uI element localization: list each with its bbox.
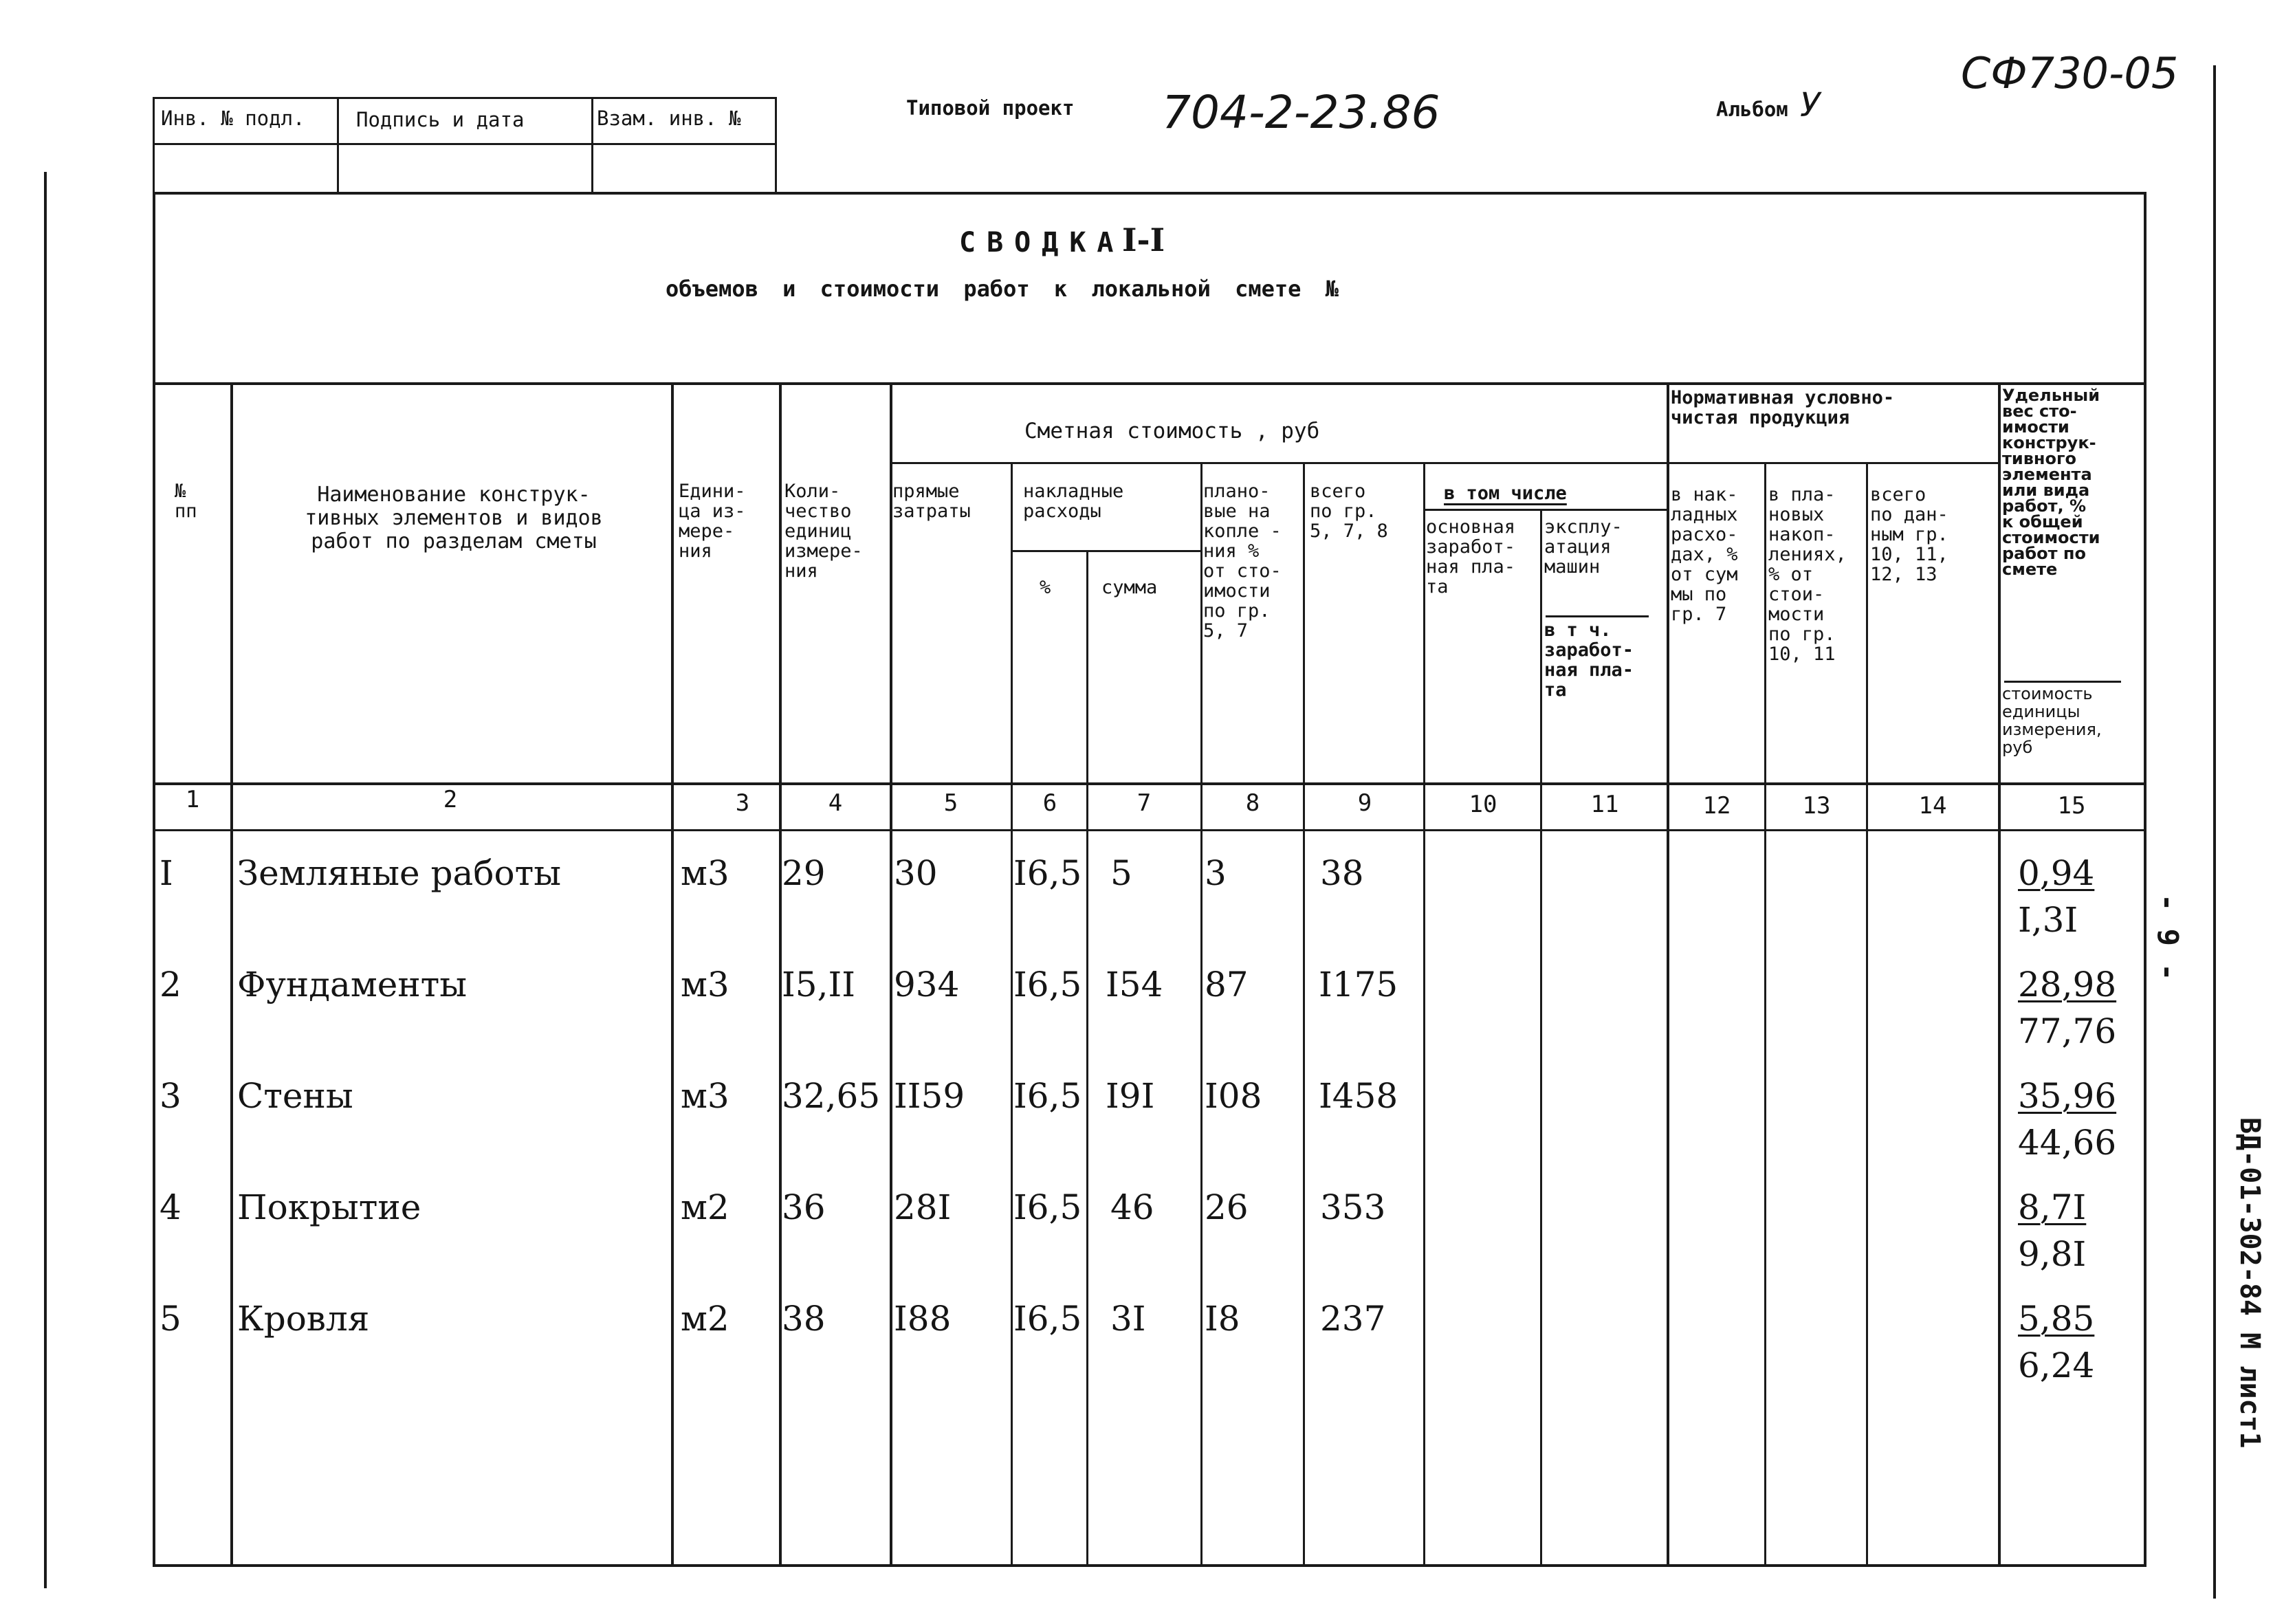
row2-number: 2 [160,965,182,1005]
col10-header: основная заработ- ная пла- та [1426,516,1516,597]
col3-header: Едини- ца из- мере- ния [679,481,746,562]
colnum-15: 15 [2057,792,2086,820]
row4-qty: 36 [782,1187,826,1227]
row2-qty: I5,II [782,965,855,1005]
row1-share: 0,94 [2018,853,2095,893]
col15b-header: стоимость единицы измерения, руб [2002,684,2102,757]
row3-qty: 32,65 [782,1076,881,1116]
row3-unit-cost: 44,66 [2018,1123,2117,1163]
stamp-mid [153,143,777,145]
row5-unit-cost: 6,24 [2018,1346,2095,1385]
colnum-10: 10 [1469,791,1497,818]
colnum-9: 9 [1357,789,1372,817]
col13-header: в пла- новых накоп- лениях, % от стои- мости по гр. 10, 11 [1768,484,1847,665]
row5-plan: I8 [1205,1299,1240,1339]
project-number: 704-2-23.86 [1162,86,1440,139]
row4-sum: 46 [1110,1187,1154,1227]
colnum-14: 14 [1918,792,1947,820]
page-number: - 9 - [2151,894,2185,981]
row3-pct: I6,5 [1013,1076,1082,1116]
row3-name: Стены [237,1076,353,1116]
colnum-13: 13 [1802,792,1831,820]
table-left [153,192,155,1567]
colnum-11: 11 [1590,791,1619,818]
stamp-top [153,97,777,99]
row4-unit: м2 [681,1187,729,1227]
col6-header: % [1040,577,1051,598]
row1-unit-cost: I,3I [2018,900,2078,940]
row4-direct: 28I [894,1187,952,1227]
col4-header: Коли- чество единиц измере- ния [784,481,863,582]
stamp-podpis-data: Подпись и дата [356,108,525,131]
row5-total: 237 [1320,1299,1386,1339]
nakl-header: накладные расходы [1023,481,1124,522]
row3-total: I458 [1319,1076,1398,1116]
row1-plan: 3 [1205,853,1227,893]
row3-share: 35,96 [2018,1076,2117,1116]
row5-pct: I6,5 [1013,1299,1082,1339]
row4-unit-cost: 9,8I [2018,1234,2087,1274]
tipovoy-label: Типовой проект [906,96,1075,120]
row1-direct: 30 [894,853,938,893]
col5-header: прямые затраты [892,481,971,522]
col7-header: сумма [1101,577,1158,598]
row3-plan: I08 [1205,1076,1262,1116]
row1-sum: 5 [1110,853,1132,893]
title-sub: объемов и стоимости работ к локальной смете № [666,276,1339,302]
row5-direct: I88 [894,1299,952,1339]
album-number: У [1800,86,1821,124]
row3-sum: I9I [1106,1076,1155,1116]
row4-number: 4 [160,1187,182,1227]
col1-header: № пп [175,481,197,522]
row2-total: I175 [1319,965,1398,1005]
table-bottom [153,1564,2146,1567]
row2-plan: 87 [1205,965,1249,1005]
title-main: СВОДКА [959,227,1125,259]
row5-name: Кровля [237,1299,370,1339]
row1-unit: м3 [681,853,729,893]
row5-sum: 3I [1110,1299,1146,1339]
row5-number: 5 [160,1299,182,1339]
row4-name: Покрытие [237,1187,421,1227]
colnum-12: 12 [1702,792,1731,820]
row1-number: I [160,853,173,893]
smet-header: Сметная стоимость , руб [1024,419,1320,443]
row1-qty: 29 [782,853,826,893]
row3-number: 3 [160,1076,182,1116]
row2-share: 28,98 [2018,965,2117,1005]
col9-header: всего по гр. 5, 7, 8 [1310,481,1388,542]
col14-header: всего по дан- ным гр. 10, 11, 12, 13 [1870,484,1948,585]
stamp-inv-podl: Инв. № подл. [161,107,305,130]
colnum-3: 3 [735,789,750,817]
row4-share: 8,7I [2018,1187,2087,1227]
colnum-8: 8 [1245,789,1260,817]
album-label: Альбом [1716,98,1788,121]
stamp-vzam-inv: Взам. инв. № [597,107,741,130]
row4-plan: 26 [1205,1187,1249,1227]
row2-sum: I54 [1106,965,1163,1005]
colnum-2: 2 [443,786,458,813]
row1-pct: I6,5 [1013,853,1082,893]
colnum-7: 7 [1136,789,1152,817]
row3-direct: II59 [894,1076,965,1116]
title-number: I-I [1122,221,1165,259]
row3-unit: м3 [681,1076,729,1116]
corner-code: СФ730-05 [1961,48,2179,98]
vtom-header: в том числе [1444,483,1567,504]
document-code: ВД-01-302-84 М лист1 [2234,1117,2265,1449]
norm-header: Нормативная условно- чистая продукция [1671,387,1895,428]
row2-unit: м3 [681,965,729,1005]
colnum-5: 5 [943,789,958,817]
row5-unit: м2 [681,1299,729,1339]
row2-unit-cost: 77,76 [2018,1011,2117,1051]
table-right [2144,192,2146,1567]
row4-total: 353 [1320,1187,1386,1227]
right-margin-line [2213,65,2216,1599]
row5-share: 5,85 [2018,1299,2095,1339]
row5-qty: 38 [782,1299,826,1339]
row2-direct: 934 [894,965,960,1005]
table-top [153,192,2146,195]
row2-name: Фундаменты [237,965,468,1005]
col2-header: Наименование конструк- тивных элементов и видов работ по разделам сметы [305,483,603,553]
col15a-header: Удельный вес сто- имости конструк- тивного элемента или вида работ, % к общей стоимости работ по смете [2002,386,2100,579]
row1-name: Земляные работы [237,853,562,893]
left-margin-line [44,172,47,1588]
col11b-header: в т ч. заработ- ная пла- та [1544,619,1634,701]
row2-pct: I6,5 [1013,965,1082,1005]
colnum-4: 4 [828,789,843,817]
col12-header: в нак- ладных расхо- дах, % от сум мы по гр. 7 [1671,484,1738,625]
col8-header: плано- вые на копле - ния % от сто- имости по гр. 5, 7 [1203,481,1282,641]
colnum-6: 6 [1042,789,1057,817]
row4-pct: I6,5 [1013,1187,1082,1227]
col11a-header: эксплу- атация машин [1544,516,1623,578]
colnum-1: 1 [185,786,200,813]
row1-total: 38 [1320,853,1364,893]
